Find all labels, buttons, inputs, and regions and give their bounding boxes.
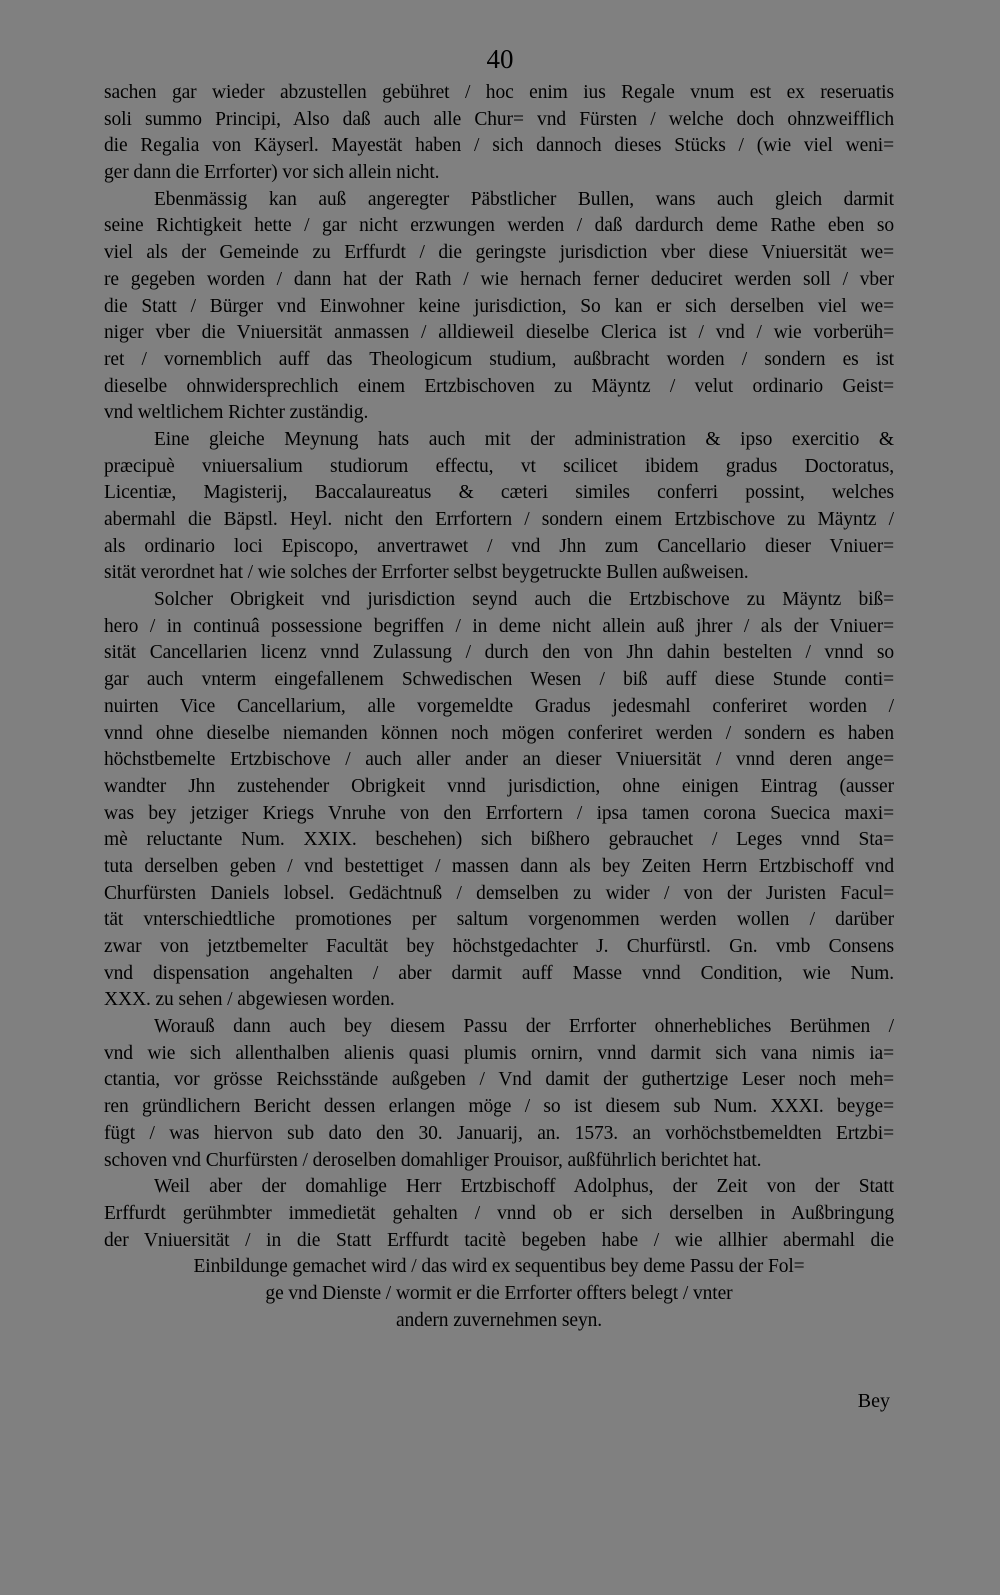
text-line: viel als der Gemeinde zu Erffurdt / die geringste jurisdiction vber diese Vniuersität we= bbox=[104, 242, 894, 264]
text-line: niger vber die Vniuersität anmassen / alldieweil dieselbe Clerica ist / vnd / wie vorberüh= bbox=[104, 322, 894, 344]
text-line: vnd wie sich allenthalben alienis quasi plumis ornirn, vnnd darmit sich vana nimis ia= bbox=[104, 1042, 894, 1064]
text-line: wandter Jhn zustehender Obrigkeit vnnd jurisdiction, ohne einigen Eintrag (ausser bbox=[104, 775, 894, 797]
text-line: præcipuè vniuersalium studiorum effectu, vt scilicet ibidem gradus Doctoratus, bbox=[104, 455, 894, 477]
text-line: die Regalia von Käyserl. Mayestät haben / sich dannoch dieses Stücks / (wie viel weni= bbox=[104, 135, 894, 157]
text-line: tät vnterschiedtliche promotiones per saltum vorgenommen werden wollen / darüber bbox=[104, 909, 894, 931]
text-line: als ordinario loci Episcopo, anvertrawet / vnd Jhn zum Cancellario dieser Vniuer= bbox=[104, 535, 894, 557]
text-line: Licentiæ, Magisterij, Baccalaureatus & cæteri similes conferri possint, welches bbox=[104, 482, 894, 504]
page-number: 40 bbox=[486, 44, 514, 74]
text-line: Eine gleiche Meynung hats auch mit der administration & ipso exercitio & bbox=[154, 428, 894, 450]
text-line: dieselbe ohnwidersprechlich einem Ertzbischoven zu Mäyntz / velut ordinario Geist= bbox=[104, 375, 894, 397]
catchword: Bey bbox=[857, 1390, 890, 1412]
body-text bbox=[104, 80, 894, 1334]
text-line: sität verordnet hat / wie solches der Errforter selbst beygetruckte Bullen außweisen. bbox=[104, 562, 749, 584]
text-line: abermahl die Bäpstl. Heyl. nicht den Errfortern / sondern einem Ertzbischove zu Mäyntz / bbox=[104, 509, 894, 530]
text-line: sachen gar wieder abzustellen gebühret / hoc enim ius Regale vnum est ex reseruatis bbox=[104, 82, 894, 103]
text-line: re gegeben worden / dann hat der Rath / wie hernach ferner deduciret werden soll / vber bbox=[104, 268, 894, 290]
text-line: höchstbemelte Ertzbischove / auch aller ander an dieser Vniuersität / vnnd deren ange= bbox=[104, 749, 894, 771]
text-line: fügt / was hiervon sub dato den 30. Januarij, an. 1573. an vorhöchstbemeldten Ertzbi= bbox=[104, 1122, 894, 1144]
text-line: tuta derselben geben / vnd bestettiget / massen dann als bey Zeiten Herrn Ertzbischoff vnd bbox=[104, 855, 894, 877]
text-line: sität Cancellarien licenz vnnd Zulassung / durch den von Jhn dahin bestelten / vnnd so bbox=[104, 642, 894, 664]
text-line: soli summo Principi, Also daß auch alle Chur= vnd Fürsten / welche doch ohnzweifflich bbox=[104, 108, 894, 130]
text-line: hero / in continuâ possessione begriffen / in deme nicht allein auß jhrer / als der Vniuer= bbox=[104, 615, 894, 637]
text-line: vnnd ohne dieselbe niemanden können noch mögen conferiret werden / sondern es haben bbox=[104, 722, 894, 744]
text-line: Churfürsten Daniels lobsel. Gedächtnuß / demselben zu wider / von der Juristen Facul= bbox=[104, 882, 894, 904]
text-line: Erffurdt gerühmbter immedietät gehalten / vnnd ob er sich derselben in Außbringung bbox=[104, 1202, 894, 1224]
text-line: der Vniuersität / in die Statt Erffurdt tacitè begeben habe / wie allhier abermahl die bbox=[104, 1229, 894, 1251]
text-line: vnd weltlichem Richter zuständig. bbox=[104, 402, 369, 424]
text-line: mè reluctante Num. XXIX. beschehen) sich bißhero gebrauchet / Leges vnnd Sta= bbox=[104, 829, 894, 851]
text-line: Ebenmässig kan auß angeregter Päbstlicher Bullen, wans auch gleich darmit bbox=[154, 188, 894, 210]
text-line: ret / vornemblich auff das Theologicum studium, außbracht worden / sondern es ist bbox=[104, 348, 894, 370]
text-line: seine Richtigkeit hette / gar nicht erzwungen werden / daß dardurch deme Rathe eben so bbox=[104, 215, 894, 237]
text-line: ge vnd Dienste / wormit er die Errforter offters belegt / vnter bbox=[265, 1282, 733, 1304]
text-line: Solcher Obrigkeit vnd jurisdiction seynd auch die Ertzbischove zu Mäyntz biß= bbox=[154, 589, 894, 611]
text-line: andern zuvernehmen seyn. bbox=[395, 1309, 603, 1331]
text-line: zwar von jetztbemelter Facultät bey höchstgedachter J. Churfürstl. Gn. vmb Consens bbox=[104, 936, 894, 957]
text-line: schoven vnd Churfürsten / deroselben domahliger Prouisor, außführlich berichtet hat. bbox=[104, 1149, 762, 1171]
text-line: vnd dispensation angehalten / aber darmit auff Masse vnnd Condition, wie Num. bbox=[104, 962, 894, 984]
text-line: gar auch vnterm eingefallenem Schwedischen Wesen / biß auff diese Stunde conti= bbox=[104, 669, 894, 691]
text-line: Einbildunge gemachet wird / das wird ex sequentibus bey deme Passu der Fol= bbox=[193, 1256, 805, 1278]
text-line: XXX. zu sehen / abgewiesen worden. bbox=[104, 989, 395, 1011]
text-line: die Statt / Bürger vnd Einwohner keine jurisdiction, So kan er sich derselben viel we= bbox=[104, 295, 894, 317]
text-line: Worauß dann auch bey diesem Passu der Errforter ohnerhebliches Berühmen / bbox=[154, 1016, 894, 1038]
text-line: Weil aber der domahlige Herr Ertzbischoff Adolphus, der Zeit von der Statt bbox=[154, 1176, 894, 1198]
text-line: ger dann die Errforter) vor sich allein nicht. bbox=[104, 162, 440, 184]
text-line: was bey jetziger Kriegs Vnruhe von den Errfortern / ipsa tamen corona Suecica maxi= bbox=[104, 802, 894, 824]
text-line: ren gründlichern Bericht dessen erlangen möge / so ist diesem sub Num. XXXI. beyge= bbox=[104, 1096, 894, 1118]
text-line: nuirten Vice Cancellarium, alle vorgemeldte Gradus jedesmahl conferiret worden / bbox=[104, 695, 894, 717]
text-line: ctantia, vor grösse Reichsstände außgeben / Vnd damit der guthertzige Leser noch meh= bbox=[104, 1069, 894, 1091]
